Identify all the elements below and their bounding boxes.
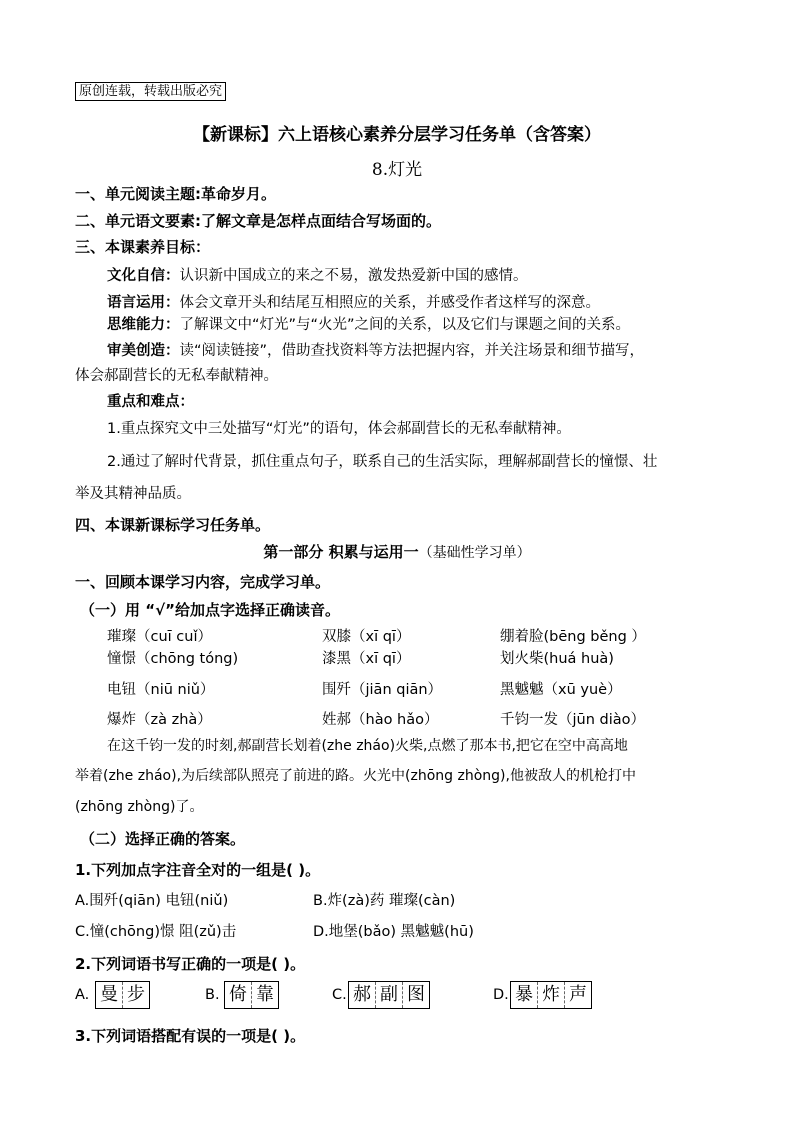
goal-label: 文化自信： [107, 268, 180, 284]
q2-heading: （二）选择正确的答案。 [80, 830, 246, 848]
lesson-title: 8.灯光 [371, 160, 423, 180]
section-1: 一、单元阅读主题:革命岁月。 [75, 185, 276, 203]
passage-line-1: 在这千钧一发的时刻,郝副营长划着(zhe zháo)火柴,点燃了那本书,把它在空中高高地 [107, 738, 628, 754]
option-1b: B.炸(zà)药 璀璨(càn) [313, 893, 456, 909]
option-label: B. [205, 987, 220, 1003]
keypoint-2-cont: 举及其精神品质。 [75, 486, 191, 502]
char-box-b [224, 981, 279, 1009]
pinyin-item: 围歼（jiān qiān） [322, 682, 443, 698]
part-heading [0, 541, 794, 562]
passage-line-3: (zhōng zhòng)了。 [75, 799, 204, 815]
question-2: 2.下列词语书写正确的一项是( )。 [75, 955, 306, 973]
review-heading: 一、回顾本课学习内容，完成学习单。 [75, 573, 331, 591]
option-label: D. [493, 987, 509, 1003]
goal-text: 体会文章开头和结尾互相照应的关系，并感受作者这样写的深意。 [179, 295, 600, 311]
goal-aesthetic [107, 339, 644, 360]
question-3: 3.下列词语搭配有误的一项是( )。 [75, 1027, 306, 1045]
part-subtitle: （基础性学习单） [418, 545, 531, 561]
goal-thinking [107, 313, 630, 334]
keypoints-heading: 重点和难点： [107, 394, 194, 410]
char-cell: 暴 [511, 982, 538, 1008]
char-cell: 声 [569, 984, 587, 1005]
section-4: 四、本课新课标学习任务单。 [75, 516, 271, 534]
char-cell: 图 [407, 984, 425, 1005]
goal-label: 思维能力： [107, 317, 180, 333]
section-2: 二、单元语文要素:了解文章是怎样点面结合写场面的。 [75, 212, 442, 230]
option-1c: C.憧(chōng)憬 阻(zǔ)击 [75, 924, 237, 940]
question-1: 1.下列加点字注音全对的一组是( )。 [75, 861, 321, 879]
page-title: 【新课标】六上语核心素养分层学习任务单（含答案） [193, 125, 601, 145]
pinyin-item: 双膝（xī qī） [322, 629, 411, 645]
char-cell: 炸 [538, 982, 565, 1008]
char-cell: 步 [127, 984, 145, 1005]
keypoint-1: 1.重点探究文中三处描写“灯光”的语句，体会郝副营长的无私奉献精神。 [107, 421, 571, 437]
goal-culture [107, 264, 528, 285]
copyright-notice: 原创连载，转载出版必究 [75, 82, 226, 101]
char-cell: 副 [376, 982, 403, 1008]
char-cell: 曼 [96, 982, 123, 1008]
pinyin-item: 绷着脸(bēng běng ） [500, 629, 646, 645]
keypoint-2: 2.通过了解时代背景，抓住重点句子，联系自己的生活实际，理解郝副营长的憧憬、壮 [107, 454, 658, 470]
char-cell: 郝 [349, 982, 376, 1008]
option-1a: A.围歼(qiān) 电钮(niǔ) [75, 893, 229, 909]
pinyin-item: 爆炸（zà zhà） [107, 712, 212, 728]
pinyin-item: 璀璨（cuī cuǐ） [107, 629, 212, 645]
char-cell: 倚 [225, 982, 252, 1008]
option-1d: D.地堡(bǎo) 黑魆魆(hū) [313, 924, 474, 940]
passage-line-2: 举着(zhe zháo),为后续部队照亮了前进的路。火光中(zhōng zhòng),他被敌人的机枪打中 [75, 768, 636, 784]
q1-heading: （一）用 “√”给加点字选择正确读音。 [80, 601, 340, 619]
pinyin-item: 千钧一发（jūn diào） [500, 712, 646, 728]
char-box-a [95, 981, 150, 1009]
option-label: A. [75, 987, 90, 1003]
goal-text: 认识新中国成立的来之不易，激发热爱新中国的感情。 [179, 268, 528, 284]
char-box-c [348, 981, 430, 1009]
pinyin-item: 电钮（niū niǔ） [107, 682, 215, 698]
goal-text: 了解课文中“灯光”与“火光”之间的关系，以及它们与课题之间的关系。 [179, 317, 631, 333]
goal-text: 读“阅读链接”，借助查找资料等方法把握内容，并关注场景和细节描写， [179, 343, 645, 359]
goal-language [107, 291, 600, 312]
char-cell: 靠 [256, 984, 274, 1005]
goal-label: 语言运用： [107, 295, 180, 311]
part-title: 第一部分 积累与运用一 [263, 543, 419, 561]
pinyin-item: 憧憬（chōng tóng) [107, 651, 239, 667]
pinyin-item: 划火柴(huá huà) [500, 651, 614, 667]
pinyin-item: 黑魆魆（xū yuè） [500, 682, 622, 698]
char-box-d [510, 981, 592, 1009]
goal-label: 审美创造： [107, 343, 180, 359]
pinyin-item: 姓郝（hào hǎo） [322, 712, 439, 728]
goal-aesthetic-cont: 体会郝副营长的无私奉献精神。 [75, 368, 278, 384]
section-3: 三、本课素养目标： [75, 238, 211, 256]
option-label: C. [332, 987, 347, 1003]
pinyin-item: 漆黑（xī qī） [322, 651, 411, 667]
